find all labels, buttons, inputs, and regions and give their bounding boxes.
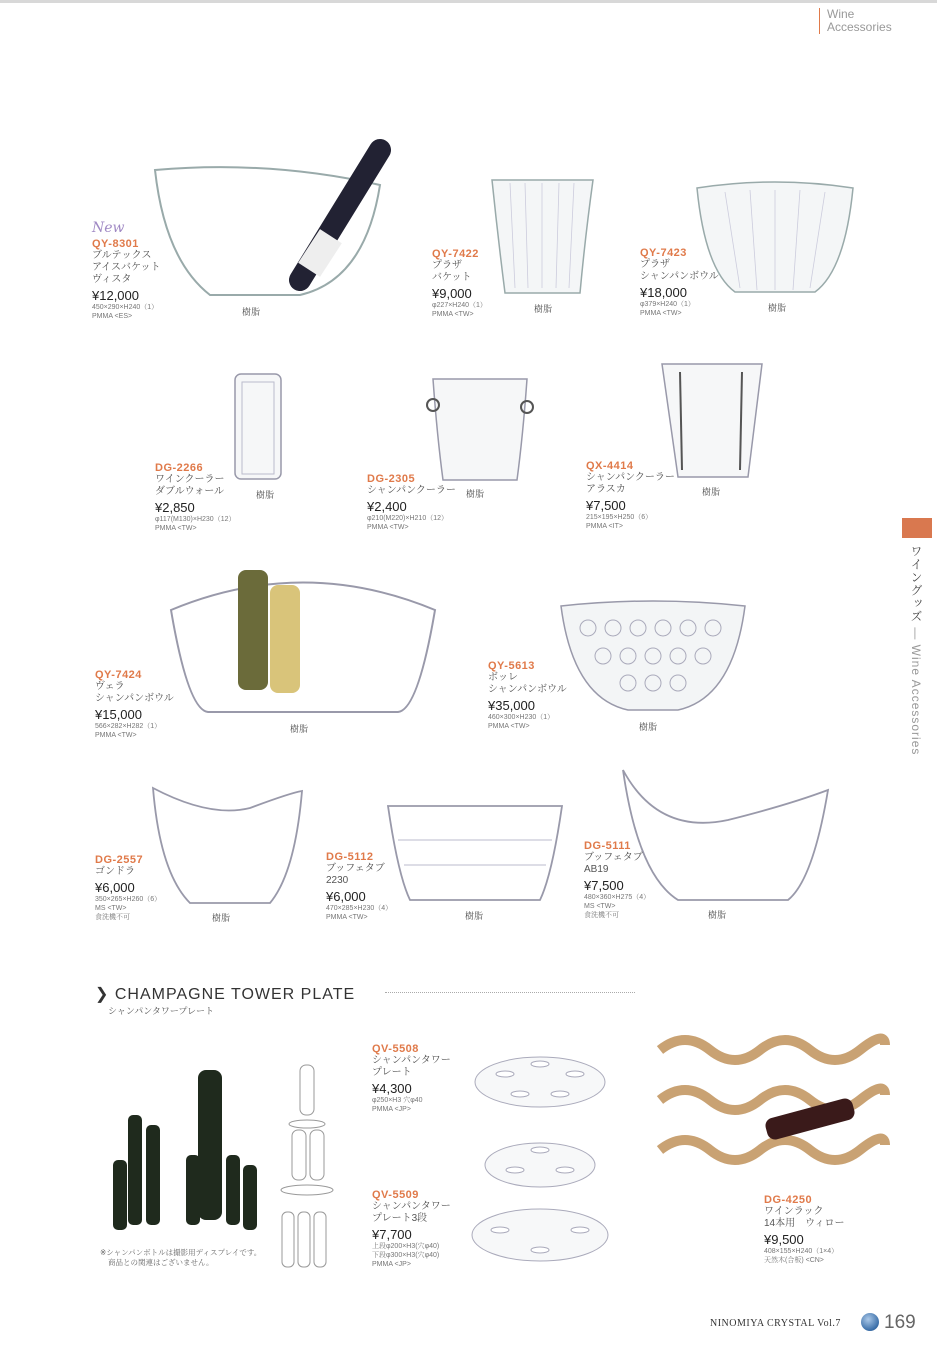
product-price: ¥35,000	[488, 698, 535, 713]
product-code: QY-7423	[640, 247, 687, 259]
product-block	[155, 462, 235, 533]
heading-title: CHAMPAGNE TOWER PLATE	[114, 986, 356, 1003]
material-label: 樹脂	[256, 491, 275, 501]
product-block	[584, 840, 650, 920]
product-name: シャンパンタワー	[372, 1201, 451, 1212]
side-tab-text	[908, 545, 925, 755]
footer-brand: NINOMIYA CRYSTAL Vol.7	[710, 1318, 841, 1329]
side-tab-sep: —	[909, 623, 923, 645]
display-note	[100, 1248, 261, 1268]
product-spec: φ117(M130)×H230（12）	[155, 516, 236, 523]
product-image-qy7423	[695, 180, 855, 300]
product-spec: φ250×H3 穴φ40	[372, 1097, 423, 1104]
section-label-line1: Wine	[827, 7, 855, 21]
product-spec: PMMA <TW>	[367, 524, 409, 531]
material-label: 樹脂	[768, 304, 787, 314]
product-spec: 上段φ200×H3(穴φ40)	[372, 1243, 440, 1250]
product-spec: MS <TW>	[95, 905, 127, 912]
product-image-qy5613	[558, 598, 748, 713]
material-label: 樹脂	[534, 305, 553, 315]
product-name: シャンパンボウル	[488, 684, 567, 695]
product-block	[372, 1189, 451, 1269]
product-block	[95, 669, 174, 740]
product-name: ゴンドラ	[95, 866, 135, 877]
product-block	[432, 248, 487, 319]
product-code: DG-5111	[584, 840, 631, 852]
product-spec: 460×300×H230（1）	[488, 714, 555, 721]
material-label: 樹脂	[212, 914, 231, 924]
product-spec: 350×265×H260（6）	[95, 896, 162, 903]
material-label: 樹脂	[708, 911, 727, 921]
product-spec: PMMA <TW>	[640, 310, 682, 317]
product-image-dg2266	[233, 372, 283, 482]
product-spec: 470×285×H230（4）	[326, 905, 393, 912]
product-code: QY-5613	[488, 660, 535, 672]
side-tab-en: Wine Accessories	[909, 644, 923, 756]
product-spec: 食洗機不可	[584, 912, 619, 919]
product-name: プレート	[372, 1067, 412, 1078]
product-spec: 480×360×H275（4）	[584, 894, 651, 901]
product-price: ¥2,850	[155, 500, 195, 515]
product-name: ダブルウォール	[155, 486, 224, 497]
product-name: シャンパンタワー	[372, 1055, 451, 1066]
material-label: 樹脂	[242, 308, 261, 318]
product-name: シャンパンクーラー	[586, 472, 675, 483]
product-block	[92, 238, 161, 321]
product-name: プラザ	[432, 260, 462, 271]
product-price: ¥4,300	[372, 1081, 412, 1096]
product-name: プレート3段	[372, 1213, 428, 1224]
product-spec: PMMA <TW>	[155, 525, 197, 532]
product-block	[326, 851, 392, 922]
product-spec: 566×282×H282（1）	[95, 723, 162, 730]
product-code: QV-5509	[372, 1189, 419, 1201]
product-name: バケット	[432, 272, 472, 283]
globe-icon	[861, 1313, 879, 1331]
product-name: アイスバケット	[92, 262, 161, 273]
material-label: 樹脂	[465, 912, 484, 922]
product-spec: PMMA <TW>	[488, 723, 530, 730]
product-name: ヴィスタ	[92, 274, 132, 285]
product-code: QY-7422	[432, 248, 479, 260]
material-label: 樹脂	[639, 723, 658, 733]
product-image-qx4414	[660, 362, 765, 482]
product-name: 14本用 ウィロー	[764, 1218, 845, 1229]
product-code: QX-4414	[586, 460, 634, 472]
note-line: ※シャンパンボトルは撮影用ディスプレイです。	[100, 1248, 262, 1257]
product-block	[640, 247, 719, 318]
product-name: ワインラック	[764, 1206, 824, 1217]
product-image-dg5111	[618, 765, 833, 905]
section-label-line2: Accessories	[827, 20, 892, 34]
product-price: ¥6,000	[326, 889, 366, 904]
product-price: ¥7,700	[372, 1227, 412, 1242]
product-price: ¥2,400	[367, 499, 407, 514]
material-label: 樹脂	[702, 488, 721, 498]
product-name: 2230	[326, 875, 349, 886]
section-label	[819, 8, 892, 34]
product-code: QY-8301	[92, 238, 139, 250]
product-spec: 408×155×H240（1×4）	[764, 1248, 839, 1255]
product-price: ¥7,500	[586, 498, 626, 513]
product-price: ¥12,000	[92, 288, 139, 303]
product-spec: 天然木(合板) <CN>	[764, 1257, 824, 1264]
material-label: 樹脂	[290, 725, 309, 735]
product-code: DG-2266	[155, 462, 204, 474]
product-image-qy8301	[150, 140, 390, 300]
product-spec: 215×195×H250（6）	[586, 514, 653, 521]
heading-subtitle: シャンパンタワープレート	[108, 1007, 215, 1017]
product-code: DG-2305	[367, 473, 416, 485]
side-tab-jp: ワイングッズ	[909, 545, 923, 623]
product-image-qy7424	[168, 560, 438, 715]
top-rule	[0, 0, 937, 3]
product-name: AB19	[584, 864, 609, 875]
product-block	[488, 660, 567, 731]
product-name: シャンパンボウル	[95, 693, 174, 704]
new-badge: New	[92, 220, 125, 236]
product-image-dg2305	[425, 375, 535, 485]
product-price: ¥9,000	[432, 286, 472, 301]
product-spec: 450×290×H240（1）	[92, 304, 159, 311]
product-image-dg4250	[655, 1030, 890, 1190]
page-number: 169	[884, 1312, 916, 1333]
note-line: 商品との関連はございません。	[108, 1258, 214, 1267]
product-name: シャンパンクーラー	[367, 485, 456, 496]
product-code: DG-5112	[326, 851, 374, 863]
champagne-tower-heading: ❯ CHAMPAGNE TOWER PLATE	[95, 986, 356, 1003]
product-spec: MS <TW>	[584, 903, 616, 910]
product-price: ¥9,500	[764, 1232, 804, 1247]
product-name: プラザ	[640, 259, 670, 270]
product-spec: PMMA <IT>	[586, 523, 623, 530]
product-spec: PMMA <TW>	[326, 914, 368, 921]
product-name: ヴェラ	[95, 681, 125, 692]
product-image-dg5112	[380, 800, 570, 905]
product-price: ¥15,000	[95, 707, 142, 722]
product-spec: PMMA <ES>	[92, 313, 133, 320]
heading-dotted-rule	[385, 992, 635, 993]
material-label: 樹脂	[466, 490, 485, 500]
product-spec: φ227×H240（1）	[432, 302, 487, 309]
product-code: DG-4250	[764, 1194, 813, 1206]
product-name: アラスカ	[586, 484, 626, 495]
product-price: ¥6,000	[95, 880, 135, 895]
product-name: ブッフェタブ	[326, 863, 385, 874]
product-price: ¥7,500	[584, 878, 624, 893]
product-block	[95, 854, 161, 922]
champagne-tower-photo	[108, 1065, 268, 1240]
product-block	[586, 460, 675, 531]
product-code: QV-5508	[372, 1043, 419, 1055]
product-spec: φ379×H240（1）	[640, 301, 695, 308]
product-image-qy7422	[490, 178, 595, 298]
product-code: QY-7424	[95, 669, 142, 681]
product-spec: φ210(M220)×H210（12）	[367, 515, 448, 522]
product-spec: PMMA <JP>	[372, 1106, 411, 1113]
product-spec: PMMA <TW>	[432, 311, 474, 318]
product-block	[372, 1043, 451, 1114]
product-name: ボッレ	[488, 672, 518, 683]
plate-image-qv5509	[470, 1135, 610, 1265]
product-name: ブルテックス	[92, 250, 152, 261]
product-spec: PMMA <JP>	[372, 1261, 411, 1268]
product-spec: 食洗機不可	[95, 914, 130, 921]
product-name: ブッフェタブ	[584, 852, 643, 863]
product-name: ワインクーラー	[155, 474, 225, 485]
product-block	[367, 473, 456, 532]
side-tab-marker	[902, 518, 932, 538]
product-code: DG-2557	[95, 854, 144, 866]
product-price: ¥18,000	[640, 285, 687, 300]
product-image-dg2557	[150, 783, 305, 908]
tower-diagram	[278, 1062, 338, 1272]
product-name: シャンパンボウル	[640, 271, 719, 282]
product-block	[764, 1194, 845, 1265]
product-spec: 下段φ300×H3(穴φ40)	[372, 1252, 440, 1259]
product-spec: PMMA <TW>	[95, 732, 137, 739]
plate-image-qv5508	[470, 1052, 610, 1112]
